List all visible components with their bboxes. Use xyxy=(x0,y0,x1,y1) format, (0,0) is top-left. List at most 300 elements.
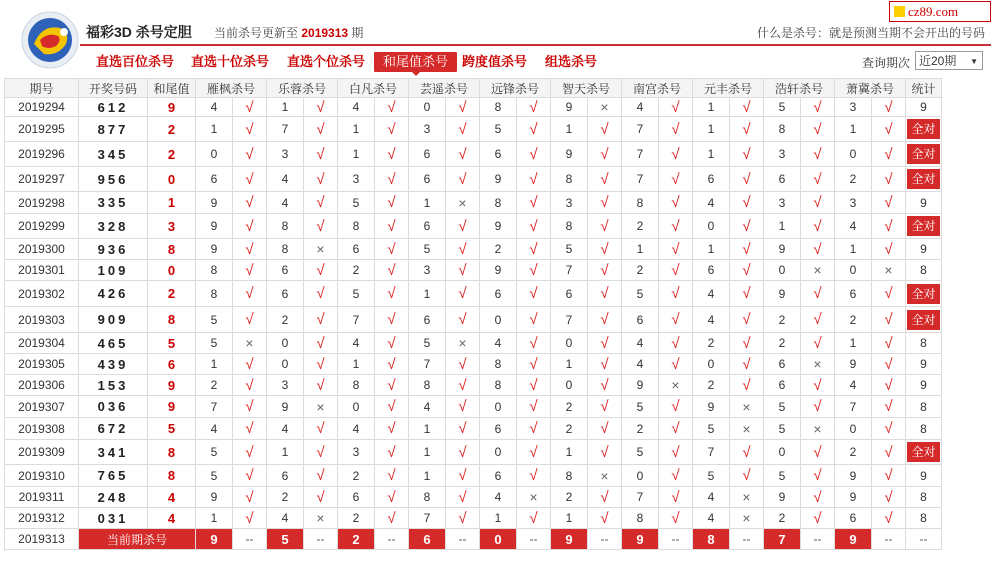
current-kill-dash: -- xyxy=(730,529,764,550)
check-icon: √ xyxy=(517,440,551,465)
sum-tail-cell: 5 xyxy=(148,418,196,440)
kill-value-cell: 0 xyxy=(835,418,872,440)
kill-value-cell: 8 xyxy=(480,354,517,375)
sum-tail-cell: 4 xyxy=(148,487,196,508)
issue-cell: 2019297 xyxy=(5,167,79,192)
kill-value-cell: 7 xyxy=(622,167,659,192)
update-suffix: 期 xyxy=(351,26,364,40)
check-icon: √ xyxy=(517,307,551,333)
check-icon: √ xyxy=(588,142,622,167)
cross-icon: × xyxy=(730,396,764,418)
all-correct-badge[interactable]: 全对 xyxy=(907,169,940,189)
check-icon: √ xyxy=(304,214,338,239)
sum-tail-cell: 0 xyxy=(148,167,196,192)
kill-value-cell: 2 xyxy=(338,508,375,529)
kill-value-cell: 6 xyxy=(338,239,375,260)
draw-number-cell: 031 xyxy=(79,508,148,529)
column-header: 开奖号码 xyxy=(79,79,148,98)
check-icon: √ xyxy=(872,418,906,440)
kill-value-cell: 8 xyxy=(764,117,801,142)
issue-cell: 2019305 xyxy=(5,354,79,375)
check-icon: √ xyxy=(659,142,693,167)
check-icon: √ xyxy=(872,167,906,192)
cross-icon: × xyxy=(517,487,551,508)
kill-value-cell: 7 xyxy=(622,142,659,167)
draw-number-cell: 328 xyxy=(79,214,148,239)
kill-value-cell: 7 xyxy=(338,307,375,333)
stat-cell[interactable] xyxy=(906,307,942,333)
all-correct-badge[interactable]: 全对 xyxy=(907,310,940,330)
table-row xyxy=(5,260,942,281)
check-icon: √ xyxy=(801,117,835,142)
issue-cell: 2019309 xyxy=(5,440,79,465)
kill-value-cell: 9 xyxy=(764,487,801,508)
check-icon: √ xyxy=(375,440,409,465)
check-icon: √ xyxy=(801,214,835,239)
kill-value-cell: 1 xyxy=(196,508,233,529)
column-header: 远锋杀号 xyxy=(480,79,551,98)
stat-cell xyxy=(906,260,942,281)
stat-cell[interactable] xyxy=(906,167,942,192)
cross-icon: × xyxy=(730,487,764,508)
current-kill-dash: -- xyxy=(517,529,551,550)
issue-cell: 2019298 xyxy=(5,192,79,214)
sum-tail-cell: 0 xyxy=(148,260,196,281)
kill-value-cell: 4 xyxy=(622,333,659,354)
kill-value-cell: 7 xyxy=(551,260,588,281)
stat-cell[interactable] xyxy=(906,142,942,167)
kill-value-cell: 5 xyxy=(622,396,659,418)
kill-value-cell: 1 xyxy=(693,98,730,117)
site-logo-text: cz89.com xyxy=(908,3,959,19)
kill-value-cell: 4 xyxy=(622,98,659,117)
kill-value-cell: 5 xyxy=(196,307,233,333)
check-icon: √ xyxy=(233,260,267,281)
kill-value-cell: 2 xyxy=(764,508,801,529)
check-icon: √ xyxy=(304,281,338,307)
kill-value-cell: 0 xyxy=(693,214,730,239)
draw-number-cell: 341 xyxy=(79,440,148,465)
check-icon: √ xyxy=(517,465,551,487)
check-icon: √ xyxy=(233,192,267,214)
kill-number-description: 什么是杀号：就是预测当期不会开出的号码 xyxy=(756,26,985,40)
tab-units-kill[interactable]: 直选个位杀号 xyxy=(287,54,366,69)
check-icon: √ xyxy=(659,396,693,418)
stat-value: 8 xyxy=(920,421,927,436)
table-row xyxy=(5,239,942,260)
tab-group-kill[interactable]: 组选杀号 xyxy=(545,54,598,69)
kill-value-cell: 4 xyxy=(835,375,872,396)
cross-icon: × xyxy=(801,418,835,440)
all-correct-badge[interactable]: 全对 xyxy=(907,216,940,236)
current-kill-dash: -- xyxy=(375,529,409,550)
stat-cell[interactable] xyxy=(906,281,942,307)
kill-value-cell: 7 xyxy=(835,396,872,418)
check-icon: √ xyxy=(872,281,906,307)
kill-value-cell: 1 xyxy=(551,440,588,465)
check-icon: √ xyxy=(446,167,480,192)
check-icon: √ xyxy=(517,281,551,307)
check-icon: √ xyxy=(233,239,267,260)
kill-value-cell: 2 xyxy=(622,418,659,440)
check-icon: √ xyxy=(233,142,267,167)
issue-cell: 2019302 xyxy=(5,281,79,307)
kill-value-cell: 4 xyxy=(267,418,304,440)
kill-value-cell: 5 xyxy=(764,418,801,440)
check-icon: √ xyxy=(588,260,622,281)
kill-value-cell: 0 xyxy=(267,333,304,354)
current-kill-value: 6 xyxy=(409,529,446,550)
kill-value-cell: 3 xyxy=(764,192,801,214)
check-icon: √ xyxy=(304,333,338,354)
kill-value-cell: 7 xyxy=(196,396,233,418)
kill-value-cell: 1 xyxy=(551,354,588,375)
current-kill-value: 2 xyxy=(338,529,375,550)
kill-value-cell: 2 xyxy=(693,333,730,354)
stat-cell[interactable] xyxy=(906,117,942,142)
logo-square-icon xyxy=(894,6,905,17)
check-icon: √ xyxy=(233,508,267,529)
current-kill-dash: -- xyxy=(801,529,835,550)
stat-cell xyxy=(906,487,942,508)
check-icon: √ xyxy=(233,98,267,117)
check-icon: √ xyxy=(517,142,551,167)
kill-value-cell: 5 xyxy=(480,117,517,142)
kill-value-cell: 1 xyxy=(551,117,588,142)
check-icon: √ xyxy=(517,98,551,117)
sum-tail-cell: 3 xyxy=(148,214,196,239)
kill-value-cell: 8 xyxy=(409,487,446,508)
check-icon: √ xyxy=(730,142,764,167)
current-kill-dash: -- xyxy=(588,529,622,550)
kill-value-cell: 0 xyxy=(196,142,233,167)
draw-number-cell: 109 xyxy=(79,260,148,281)
column-header: 乐蓉杀号 xyxy=(267,79,338,98)
kill-value-cell: 1 xyxy=(196,354,233,375)
kill-value-cell: 0 xyxy=(409,98,446,117)
check-icon: √ xyxy=(730,354,764,375)
tab-span-kill[interactable]: 跨度值杀号 xyxy=(462,54,528,69)
kill-value-cell: 8 xyxy=(409,375,446,396)
check-icon: √ xyxy=(872,465,906,487)
check-icon: √ xyxy=(588,214,622,239)
draw-number-cell: 426 xyxy=(79,281,148,307)
cross-icon: × xyxy=(801,260,835,281)
current-kill-value: 8 xyxy=(693,529,730,550)
check-icon: √ xyxy=(446,117,480,142)
check-icon: √ xyxy=(375,307,409,333)
kill-value-cell: 8 xyxy=(480,192,517,214)
kill-value-cell: 9 xyxy=(480,260,517,281)
check-icon: √ xyxy=(375,396,409,418)
check-icon: √ xyxy=(659,98,693,117)
kill-value-cell: 4 xyxy=(196,98,233,117)
stat-cell[interactable] xyxy=(906,440,942,465)
kill-value-cell: 8 xyxy=(480,375,517,396)
kill-value-cell: 1 xyxy=(693,239,730,260)
check-icon: √ xyxy=(872,440,906,465)
tab-sum-tail-kill[interactable]: 和尾值杀号 xyxy=(374,52,457,72)
kill-value-cell: 0 xyxy=(551,333,588,354)
all-correct-badge[interactable]: 全对 xyxy=(907,144,940,164)
check-icon: √ xyxy=(872,508,906,529)
check-icon: √ xyxy=(304,117,338,142)
kill-value-cell: 8 xyxy=(622,192,659,214)
kill-value-cell: 5 xyxy=(693,418,730,440)
check-icon: √ xyxy=(233,281,267,307)
check-icon: √ xyxy=(446,307,480,333)
kill-value-cell: 4 xyxy=(267,508,304,529)
check-icon: √ xyxy=(588,440,622,465)
check-icon: √ xyxy=(233,418,267,440)
kill-value-cell: 6 xyxy=(764,375,801,396)
check-icon: √ xyxy=(517,508,551,529)
kill-value-cell: 2 xyxy=(267,307,304,333)
cross-icon: × xyxy=(446,192,480,214)
tab-hundreds-kill[interactable]: 直选百位杀号 xyxy=(96,54,175,69)
kill-value-cell: 7 xyxy=(622,117,659,142)
sum-tail-cell: 8 xyxy=(148,307,196,333)
column-header: 智天杀号 xyxy=(551,79,622,98)
cross-icon: × xyxy=(588,465,622,487)
sum-tail-cell: 2 xyxy=(148,281,196,307)
kill-value-cell: 3 xyxy=(267,142,304,167)
check-icon: √ xyxy=(659,281,693,307)
check-icon: √ xyxy=(730,465,764,487)
kill-value-cell: 0 xyxy=(551,375,588,396)
check-icon: √ xyxy=(304,192,338,214)
check-icon: √ xyxy=(730,260,764,281)
check-icon: √ xyxy=(659,239,693,260)
check-icon: √ xyxy=(304,167,338,192)
kill-value-cell: 6 xyxy=(835,281,872,307)
check-icon: √ xyxy=(801,142,835,167)
check-icon: √ xyxy=(375,192,409,214)
current-issue-row xyxy=(5,529,942,550)
table-row xyxy=(5,192,942,214)
kill-value-cell: 4 xyxy=(338,333,375,354)
kill-value-cell: 3 xyxy=(409,117,446,142)
check-icon: √ xyxy=(233,354,267,375)
check-icon: √ xyxy=(304,375,338,396)
kill-value-cell: 7 xyxy=(267,117,304,142)
table-row xyxy=(5,167,942,192)
kill-value-cell: 5 xyxy=(764,98,801,117)
kill-value-cell: 4 xyxy=(835,214,872,239)
sum-tail-cell: 5 xyxy=(148,333,196,354)
update-prefix: 当前杀号更新至 xyxy=(214,26,299,40)
table-row xyxy=(5,117,942,142)
table-row xyxy=(5,354,942,375)
kill-value-cell: 2 xyxy=(693,375,730,396)
check-icon: √ xyxy=(375,354,409,375)
kill-value-cell: 6 xyxy=(267,465,304,487)
kill-value-cell: 4 xyxy=(693,307,730,333)
check-icon: √ xyxy=(304,418,338,440)
check-icon: √ xyxy=(801,440,835,465)
check-icon: √ xyxy=(517,418,551,440)
check-icon: √ xyxy=(801,98,835,117)
check-icon: √ xyxy=(872,117,906,142)
kill-value-cell: 0 xyxy=(480,307,517,333)
kill-value-cell: 1 xyxy=(409,418,446,440)
stat-value: 9 xyxy=(920,195,927,210)
kill-value-cell: 4 xyxy=(196,418,233,440)
table-row xyxy=(5,375,942,396)
stat-cell xyxy=(906,354,942,375)
kill-table-container xyxy=(4,78,942,550)
table-row xyxy=(5,440,942,465)
kill-value-cell: 0 xyxy=(835,260,872,281)
issue-cell: 2019312 xyxy=(5,508,79,529)
stat-value: 9 xyxy=(920,468,927,483)
site-logo[interactable] xyxy=(889,1,991,22)
check-icon: √ xyxy=(375,487,409,508)
check-icon: √ xyxy=(659,214,693,239)
check-icon: √ xyxy=(375,98,409,117)
column-header: 浩轩杀号 xyxy=(764,79,835,98)
kill-value-cell: 9 xyxy=(196,192,233,214)
kill-value-cell: 5 xyxy=(338,192,375,214)
kill-value-cell: 9 xyxy=(622,375,659,396)
kill-value-cell: 2 xyxy=(338,260,375,281)
kill-value-cell: 5 xyxy=(764,396,801,418)
kill-value-cell: 8 xyxy=(551,214,588,239)
kill-value-cell: 8 xyxy=(267,239,304,260)
update-info xyxy=(214,24,363,41)
cross-icon: × xyxy=(233,333,267,354)
kill-value-cell: 3 xyxy=(551,192,588,214)
table-row xyxy=(5,418,942,440)
table-row xyxy=(5,214,942,239)
check-icon: √ xyxy=(375,508,409,529)
check-icon: √ xyxy=(659,440,693,465)
fucai-3d-logo xyxy=(20,10,80,70)
kill-value-cell: 8 xyxy=(338,214,375,239)
kill-value-cell: 3 xyxy=(338,167,375,192)
table-row xyxy=(5,98,942,117)
check-icon: √ xyxy=(304,465,338,487)
stat-cell xyxy=(906,98,942,117)
current-kill-value: 7 xyxy=(764,529,801,550)
stat-cell[interactable] xyxy=(906,214,942,239)
kill-value-cell: 1 xyxy=(622,239,659,260)
all-correct-badge[interactable]: 全对 xyxy=(907,442,940,462)
kill-value-cell: 9 xyxy=(267,396,304,418)
kill-value-cell: 6 xyxy=(267,260,304,281)
stat-value: 9 xyxy=(920,357,927,371)
stat-value: 9 xyxy=(920,100,927,114)
cross-icon: × xyxy=(304,396,338,418)
current-kill-value: 9 xyxy=(551,529,588,550)
kill-value-cell: 0 xyxy=(764,440,801,465)
draw-number-cell: 612 xyxy=(79,98,148,117)
all-correct-badge[interactable]: 全对 xyxy=(907,119,940,139)
kill-value-cell: 2 xyxy=(551,418,588,440)
column-header: 萧冀杀号 xyxy=(835,79,906,98)
stat-cell xyxy=(906,508,942,529)
kill-value-cell: 0 xyxy=(338,396,375,418)
check-icon: √ xyxy=(375,281,409,307)
stat-value: 8 xyxy=(920,399,927,414)
kill-value-cell: 5 xyxy=(764,465,801,487)
check-icon: √ xyxy=(730,214,764,239)
check-icon: √ xyxy=(446,375,480,396)
check-icon: √ xyxy=(446,508,480,529)
check-icon: √ xyxy=(659,508,693,529)
check-icon: √ xyxy=(730,440,764,465)
stat-value: 8 xyxy=(920,490,927,504)
period-select[interactable] xyxy=(915,51,983,70)
kill-value-cell: 4 xyxy=(480,487,517,508)
kill-value-cell: 5 xyxy=(622,281,659,307)
kill-value-cell: 3 xyxy=(338,440,375,465)
kill-value-cell: 1 xyxy=(338,142,375,167)
tab-tens-kill[interactable]: 直选十位杀号 xyxy=(191,54,270,69)
check-icon: √ xyxy=(730,98,764,117)
cross-icon: × xyxy=(588,98,622,117)
kill-table xyxy=(4,78,942,550)
kill-value-cell: 1 xyxy=(196,117,233,142)
table-row xyxy=(5,396,942,418)
kill-value-cell: 4 xyxy=(693,508,730,529)
check-icon: √ xyxy=(375,214,409,239)
kill-value-cell: 1 xyxy=(267,98,304,117)
check-icon: √ xyxy=(375,167,409,192)
check-icon: √ xyxy=(801,508,835,529)
check-icon: √ xyxy=(304,487,338,508)
check-icon: √ xyxy=(233,375,267,396)
sum-tail-cell: 4 xyxy=(148,508,196,529)
update-issue: 2019313 xyxy=(301,26,349,40)
kill-value-cell: 6 xyxy=(764,167,801,192)
stat-value: 8 xyxy=(920,263,927,277)
check-icon: √ xyxy=(304,260,338,281)
issue-cell: 2019299 xyxy=(5,214,79,239)
cross-icon: × xyxy=(304,508,338,529)
kill-value-cell: 1 xyxy=(835,333,872,354)
kill-value-cell: 6 xyxy=(480,465,517,487)
sum-tail-cell: 9 xyxy=(148,375,196,396)
kill-value-cell: 2 xyxy=(551,396,588,418)
check-icon: √ xyxy=(446,281,480,307)
kill-value-cell: 8 xyxy=(196,260,233,281)
stat-cell xyxy=(906,192,942,214)
kill-value-cell: 2 xyxy=(196,375,233,396)
kill-value-cell: 2 xyxy=(835,167,872,192)
kill-value-cell: 8 xyxy=(622,508,659,529)
all-correct-badge[interactable]: 全对 xyxy=(907,284,940,304)
check-icon: √ xyxy=(233,167,267,192)
issue-cell: 2019311 xyxy=(5,487,79,508)
kill-value-cell: 9 xyxy=(480,167,517,192)
check-icon: √ xyxy=(517,117,551,142)
current-kill-dash: -- xyxy=(446,529,480,550)
check-icon: √ xyxy=(446,239,480,260)
check-icon: √ xyxy=(730,333,764,354)
issue-cell: 2019301 xyxy=(5,260,79,281)
kill-value-cell: 8 xyxy=(551,167,588,192)
current-kill-value: 9 xyxy=(196,529,233,550)
check-icon: √ xyxy=(304,307,338,333)
stat-cell xyxy=(906,418,942,440)
kill-value-cell: 8 xyxy=(338,375,375,396)
check-icon: √ xyxy=(375,418,409,440)
kill-value-cell: 9 xyxy=(764,239,801,260)
sum-tail-cell: 9 xyxy=(148,396,196,418)
check-icon: √ xyxy=(801,307,835,333)
kill-value-cell: 3 xyxy=(764,142,801,167)
